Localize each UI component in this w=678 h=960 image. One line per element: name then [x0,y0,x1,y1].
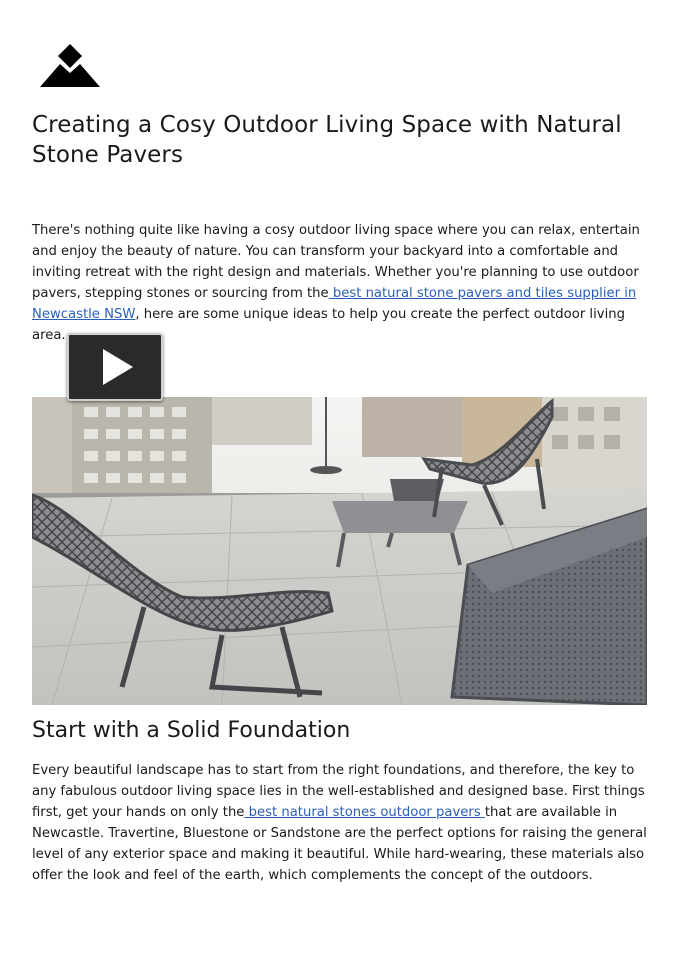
play-icon [69,335,161,399]
section-heading: Start with a Solid Foundation [32,718,351,743]
outdoor-pavers-link[interactable]: best natural stones outdoor pavers [244,805,485,820]
intro-text-end: , here are some unique ideas to help you create the perfect outdoor living area. [32,307,625,343]
outdoor-furniture-photo [32,397,647,705]
foundation-text-start: Every beautiful landscape has to start from the right foundations, and therefore, the key to any fabulous outdoor living space lies in the well-established and designed base. First things first, get your hands on only the [32,763,645,820]
intro-paragraph [32,220,647,346]
foundation-paragraph [32,760,647,886]
logo-icon [38,42,102,88]
foundation-text-end: that are available in Newcastle. Travertine, Bluestone or Sandstone are the perfect options for raising the general level of any exterior space and making it beautiful. While hard-wearing, these materials also offer the look and feel of the earth, which complements the concept of the outdoors. [32,805,647,883]
video-play-button[interactable] [67,333,163,401]
page-title: Creating a Cosy Outdoor Living Space with Natural Stone Pavers [32,112,622,168]
supplier-link[interactable]: best natural stone pavers and tiles supplier in Newcastle NSW [32,286,637,322]
intro-text-start: There's nothing quite like having a cosy outdoor living space where you can relax, entertain and enjoy the beauty of nature. You can transform your backyard into a comfortable and inviting retreat with the right design and materials. Whether you're planning to use outdoor pavers, stepping stones or sourcing from the [32,223,640,301]
